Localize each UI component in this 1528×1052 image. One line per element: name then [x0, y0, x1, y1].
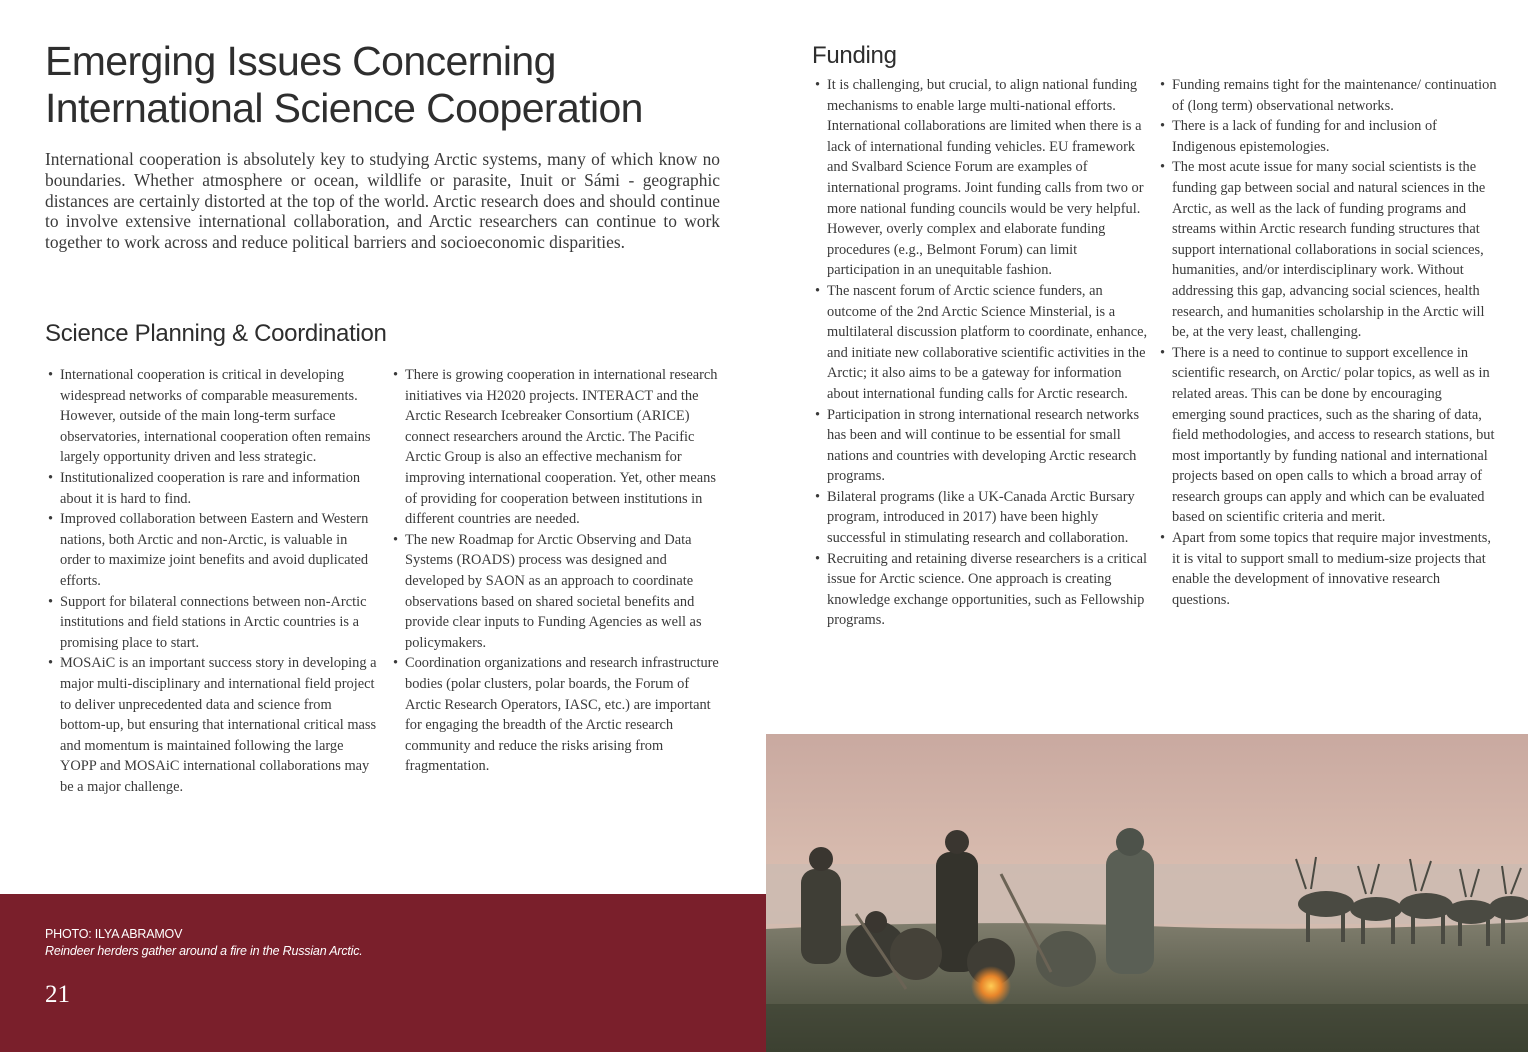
photo-credit: PHOTO: ILYA ABRAMOV	[45, 927, 183, 941]
list-item-text: MOSAiC is an important success story in developing a major multi-disciplinary and international field project to deliver unprecedented data and science from bottom-up, but ensuring that international critical mass and momentum is maintained following the large YOPP and MOSAiC international collaborations may be a major challenge.	[60, 655, 377, 795]
list-item-text: Bilateral programs (like a UK-Canada Arctic Bursary program, introduced in 2017) have been highly successful in stimulating research and collaboration.	[827, 488, 1135, 547]
campfire	[971, 966, 1011, 1006]
list-item-text: Institutionalized cooperation is rare and information about it is hard to find.	[60, 469, 361, 507]
list-item	[45, 592, 380, 654]
photo-illustration	[766, 734, 1528, 1052]
list-item-text: There is a need to continue to support excellence in scientific research, on Arctic/ polar topics, as well as in related areas. This can be done by encouraging emerging sound practices, such as the sharing of data, field methodologies, and access to research stations, but most importantly by funding national and international projects based on open calls to which a broad array of research groups can apply and which can be evaluated based on scientific criteria and merit.	[1172, 344, 1495, 526]
list-item	[45, 509, 380, 591]
page-title: Emerging Issues Concerning International Science Cooperation	[45, 38, 643, 131]
list-item	[1157, 343, 1497, 528]
funding-right-list	[1157, 75, 1497, 610]
photo-caption: Reindeer herders gather around a fire in the Russian Arctic.	[45, 944, 363, 958]
bullet-glyph: •	[48, 593, 54, 610]
list-item	[390, 530, 725, 654]
list-item-text: Apart from some topics that require major investments, it is vital to support small to medium-size projects that enable the development of innovative research questions.	[1172, 530, 1491, 608]
list-item	[812, 281, 1152, 405]
list-item	[812, 75, 1152, 281]
list-item-text: International cooperation is critical in developing widespread networks of comparable measurements. However, outside of the main long-term surface observatories, international cooperation often remains largely opportunity driven and less strategic.	[60, 367, 371, 466]
bullet-glyph: •	[48, 511, 54, 528]
bullet-glyph: •	[48, 655, 54, 672]
list-item	[390, 653, 725, 777]
funding-left-list	[812, 75, 1152, 631]
list-item-text: The most acute issue for many social scientists is the funding gap between social and natural sciences in the Arctic, as well as the lack of funding programs and streams within Arctic research funding structures that support international collaborations in social sciences, humanities, and/or interdisciplinary work. Without addressing this gap, advancing social sciences, health research, and humanities scholarship in the Arctic will be, at the very least, challenging.	[1172, 159, 1486, 341]
bullet-glyph: •	[393, 531, 399, 548]
list-item	[1157, 75, 1497, 116]
list-item	[1157, 157, 1497, 342]
intro-paragraph: International cooperation is absolutely key to studying Arctic systems, many of which know no boundaries. Whether atmosphere or ocean, wildlife or parasite, Inuit or Sámi - geographic distances are certainly distorted at the top of the world. Arctic research does and should continue to involve extensive international collaboration, and Arctic researchers can continue to work together to work across and reduce political barriers and socioeconomic disparities.	[45, 149, 720, 253]
bullet-glyph: •	[393, 367, 399, 383]
bullet-glyph: •	[815, 550, 821, 567]
bullet-glyph: •	[1160, 118, 1166, 135]
list-item-text: Coordination organizations and research infrastructure bodies (polar clusters, polar boards, the Forum of Arctic Research Operators, IASC, etc.) are important for engaging the breadth of the Arctic research community and reduce the risks arising from fragmentation.	[405, 655, 719, 775]
list-item-text: It is challenging, but crucial, to align national funding mechanisms to enable large multi-national efforts. International collaborations are limited when there is a lack of international funding vehicles. EU framework and Svalbard Science Forum are examples of international programs. Joint funding calls from two or more national funding councils would be very helpful. However, overly complex and elaborate funding procedures (e.g., Belmont Forum) can limit participation in an unequitable fashion.	[827, 77, 1144, 279]
bullet-glyph: •	[48, 469, 54, 486]
bullet-glyph: •	[1160, 530, 1166, 547]
list-item	[45, 653, 380, 797]
bullet-glyph: •	[393, 655, 399, 672]
list-item	[390, 365, 725, 530]
list-item	[1157, 116, 1497, 157]
list-item-text: Improved collaboration between Eastern and Western nations, both Arctic and non-Arctic, is valuable in order to maximize joint benefits and avoid duplicated efforts.	[60, 511, 369, 589]
list-item-text: Participation in strong international research networks has been and will continue to be essential for small nations and countries with developing Arctic research programs.	[827, 406, 1140, 485]
science-planning-heading: Science Planning & Coordination	[45, 320, 387, 347]
planning-right-list	[390, 365, 725, 777]
list-item	[45, 365, 380, 468]
funding-heading: Funding	[812, 42, 897, 69]
bullet-glyph: •	[815, 406, 821, 423]
list-item	[1157, 528, 1497, 610]
planning-left-list	[45, 365, 380, 797]
list-item	[812, 487, 1152, 549]
bullet-glyph: •	[815, 77, 821, 93]
list-item	[812, 549, 1152, 631]
bullet-glyph: •	[1160, 344, 1166, 361]
list-item	[812, 405, 1152, 487]
bullet-glyph: •	[1160, 77, 1166, 93]
bullet-glyph: •	[1160, 159, 1166, 176]
list-item-text: There is growing cooperation in international research initiatives via H2020 projects. INTERACT and the Arctic Research Icebreaker Consortium (ARICE) connect researchers around the Arctic. The Pacific Arctic Group is also an effective mechanism for improving international cooperation. Yet, other means of providing for cooperation between institutions in different countries are needed.	[405, 367, 718, 528]
page-number: 21	[45, 981, 70, 1008]
list-item-text: There is a lack of funding for and inclusion of Indigenous epistemologies.	[1172, 118, 1437, 155]
list-item-text: Support for bilateral connections between non-Arctic institutions and field stations in Arctic countries is a promising place to start.	[60, 593, 367, 651]
reindeer-herders-photo	[766, 734, 1528, 1052]
bullet-glyph: •	[815, 488, 821, 505]
list-item-text: The nascent forum of Arctic science funders, an outcome of the 2nd Arctic Science Minsterial, is a multilateral discussion platform to coordinate, enhance, and initiate new collaborative scientific activities in the Arctic; it also aims to be a gateway for information about international funding calls for Arctic research.	[827, 282, 1148, 402]
list-item	[45, 468, 380, 509]
list-item-text: Recruiting and retaining diverse researchers is a critical issue for Arctic science. One approach is creating knowledge exchange opportunities, such as Fellowship programs.	[827, 550, 1148, 629]
list-item-text: Funding remains tight for the maintenance/ continuation of (long term) observational networks.	[1172, 77, 1497, 114]
bullet-glyph: •	[48, 367, 54, 383]
caption-band	[0, 894, 766, 1052]
foreground-grass	[766, 1004, 1528, 1052]
bullet-glyph: •	[815, 282, 821, 299]
list-item-text: The new Roadmap for Arctic Observing and Data Systems (ROADS) process was designed and developed by SAON as an approach to coordinate observations based on shared societal benefits and provide clear inputs to Funding Agencies as well as policymakers.	[405, 531, 702, 651]
